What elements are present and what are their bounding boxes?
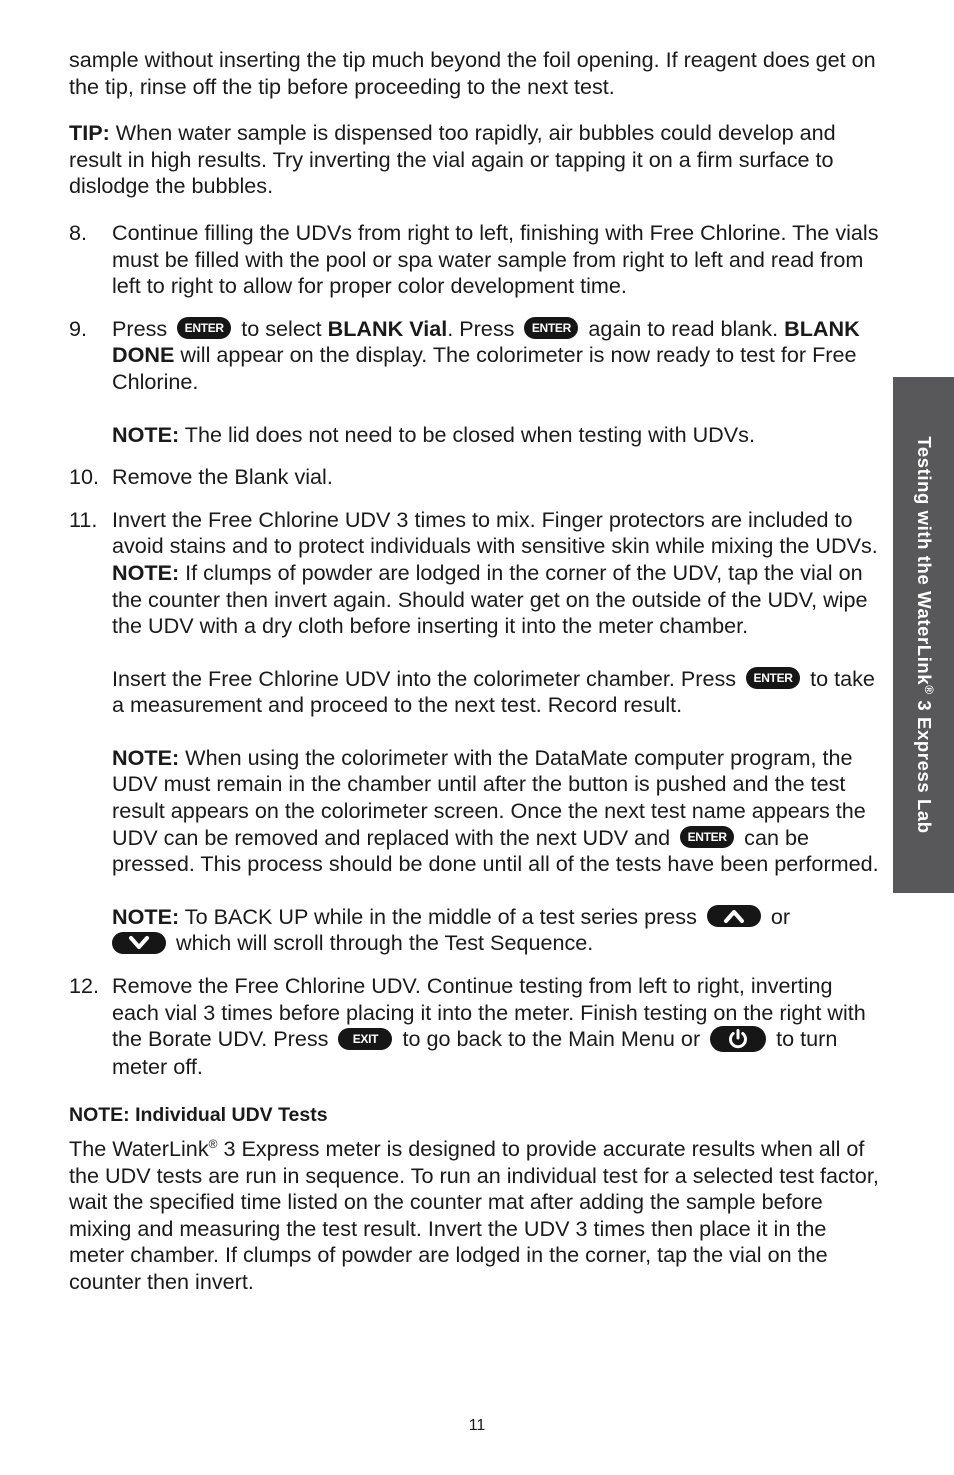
page-number: 11 — [468, 1417, 486, 1434]
step-11: 11. Invert the Free Chlorine UDV 3 times to mix. Finger protectors are included to avoid stains and to protect individuals with sensitive skin while mixing the UDVs. NOTE: If clumps of powder are lodged in the corner of the UDV, tap the vial on the counter then invert again. Should water get on the outside of the UDV, wipe the UDV with a dry cloth before inserting it into the meter chamber. Insert the Free Chlorine UDV into the colorimeter chamber. Press ENTER to take a measurement and proceed to the next test. Record result. NOTE: When using the colorimeter with the DataMate computer program, the UDV must remain in the chamber until after the button is pushed and the test result appears on the colorimeter screen. Once the next test name appears the UDV can be removed and replaced with the next UDV and ENTER can be pressed. This process should be done until all of the tests have been performed. NOTE: To BACK UP while in the middle of a test series press or which will scroll through the Test Sequence. — [69, 507, 884, 957]
enter-button-icon: ENTER — [524, 317, 578, 339]
step-number: 11. — [69, 506, 98, 532]
tip-label: TIP: — [69, 120, 110, 146]
enter-button-icon: ENTER — [177, 317, 231, 339]
down-arrow-icon — [112, 932, 166, 954]
section-side-tab — [893, 377, 954, 893]
up-arrow-icon — [707, 905, 761, 927]
exit-button-icon: EXIT — [338, 1028, 392, 1050]
step-number: 12. — [69, 973, 100, 999]
step-number: 10. — [69, 464, 100, 490]
insert-instruction: Insert the Free Chlorine UDV into the colorimeter chamber. Press ENTER to take a measurement and proceed to the next test. Record result. — [112, 665, 875, 718]
intro-paragraph: sample without inserting the tip much beyond the foil opening. If reagent does get on the tip, rinse off the tip before proceeding to the next test. — [69, 47, 876, 99]
enter-button-icon: ENTER — [746, 667, 800, 689]
note: NOTE: The lid does not need to be closed when testing with UDVs. — [112, 421, 755, 447]
note: NOTE: To BACK UP while in the middle of a test series press or which will scroll through the Test Sequence. — [112, 903, 791, 956]
note: NOTE: If clumps of powder are lodged in the corner of the UDV, tap the vial on the counter then invert again. Should water get on the outside of the UDV, wipe the UDV with a dry cloth before inserting it into the meter chamber. — [112, 559, 868, 639]
side-tab-label: Testing with the WaterLink® 3 Express Lab — [913, 436, 936, 834]
note: NOTE: When using the colorimeter with the DataMate computer program, the UDV must remain in the chamber until after the button is pushed and the test result appears on the colorimeter screen. Once the next test name appears the UDV can be removed and replaced with the next UDV and ENTER can be pressed. This process should be done until all of the tests have been performed. — [112, 744, 879, 877]
step-12: 12. Remove the Free Chlorine UDV. Continue testing from left to right, inverting each vial 3 times before placing it into the meter. Finish testing on the right with the Borate UDV. Press EXIT to go back to the Main Menu or to turn meter off. — [69, 973, 866, 1079]
step-number: 8. — [69, 219, 88, 245]
power-icon — [710, 1026, 766, 1052]
step-number: 9. — [69, 315, 88, 341]
step-10: 10. Remove the Blank vial. — [69, 464, 333, 490]
tip-paragraph: TIP: When water sample is dispensed too rapidly, air bubbles could develop and result in high results. Try inverting the vial again or tapping it on a firm surface to dislodge the bubbles. — [69, 120, 836, 199]
page-content — [69, 47, 884, 1296]
enter-button-icon: ENTER — [680, 826, 734, 848]
section-heading: NOTE: Individual UDV Tests — [69, 1104, 328, 1127]
step-8: 8. Continue filling the UDVs from right to left, finishing with Free Chlorine. The vials must be filled with the pool or spa water sample from right to left and read from left to right to allow for proper color development time. — [69, 219, 879, 299]
step-9: 9. Press ENTER to select BLANK Vial. Press ENTER again to read blank. BLANK DONE will appear on the display. The colorimeter is now ready to test for Free Chlorine. NOTE: The lid does not need to be closed when testing with UDVs. — [69, 316, 884, 448]
individual-tests-paragraph: The WaterLink® 3 Express meter is designed to provide accurate results when all of the UDV tests are run in sequence. To run an individual test for a selected test factor, wait the specified time listed on the counter mat after adding the sample before mixing and measuring the test result. Invert the UDV 3 times then place it in the meter chamber. If clumps of powder are lodged in the corner, tap the vial on the counter then invert. — [69, 1136, 879, 1295]
